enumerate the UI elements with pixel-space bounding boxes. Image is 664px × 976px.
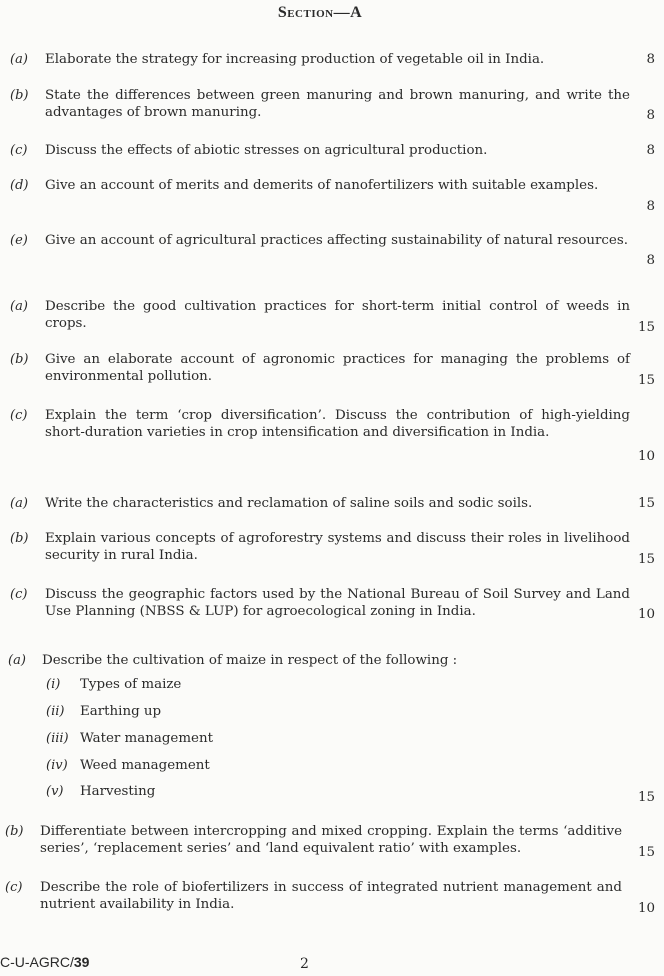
question-label: (c) bbox=[10, 143, 28, 158]
question-1d bbox=[0, 177, 664, 215]
question-text: Discuss the effects of abiotic stresses on agricultural production. bbox=[45, 143, 488, 158]
question-text: Explain the term ‘crop diversification’. Discuss the contribution of high-yielding short-duration varieties in crop intensification and diversification in India. bbox=[45, 408, 630, 440]
question-text: Give an account of merits and demerits of nanofertilizers with suitable examples. bbox=[45, 178, 599, 193]
question-text: Give an account of agricultural practices affecting sustainability of natural resources. bbox=[45, 233, 628, 248]
question-marks: 8 bbox=[646, 199, 655, 214]
paper-code-prefix: C-U-AGRC/ bbox=[0, 954, 74, 970]
question-label: (a) bbox=[10, 299, 28, 314]
question-1a bbox=[0, 51, 664, 68]
question-marks: 10 bbox=[637, 607, 655, 622]
question-label: (a) bbox=[10, 496, 28, 511]
subitem-label: (v) bbox=[46, 784, 64, 799]
question-text: Describe the role of biofertilizers in success of integrated nutrient management and nutrient availability in India. bbox=[40, 880, 622, 912]
question-label: (d) bbox=[10, 178, 29, 193]
question-label: (a) bbox=[10, 52, 28, 67]
paper-code bbox=[0, 954, 89, 970]
question-text: Give an elaborate account of agronomic practices for managing the problems of environmental pollution. bbox=[45, 352, 630, 384]
question-marks: 15 bbox=[637, 845, 655, 860]
question-1b bbox=[0, 87, 664, 124]
subitem-text: Types of maize bbox=[80, 677, 182, 692]
question-text: Describe the good cultivation practices for short-term initial control of weeds in crops. bbox=[45, 299, 630, 331]
subitem-text: Weed management bbox=[80, 758, 210, 773]
question-4c bbox=[0, 879, 664, 917]
question-label: (e) bbox=[10, 233, 28, 248]
question-label: (b) bbox=[10, 531, 29, 546]
question-3c bbox=[0, 586, 664, 623]
question-2c bbox=[0, 407, 664, 465]
paper-code-number: 39 bbox=[73, 954, 90, 970]
question-3b bbox=[0, 530, 664, 568]
question-label: (b) bbox=[10, 352, 29, 367]
question-2a bbox=[0, 298, 664, 336]
question-marks: 15 bbox=[637, 373, 655, 388]
question-label: (b) bbox=[10, 88, 29, 103]
question-text: Write the characteristics and reclamation of saline soils and sodic soils. bbox=[45, 496, 533, 511]
question-label: (b) bbox=[5, 824, 24, 839]
question-text: Explain various concepts of agroforestry systems and discuss their roles in livelihood security in rural India. bbox=[45, 531, 630, 563]
question-text: Elaborate the strategy for increasing production of vegetable oil in India. bbox=[45, 52, 545, 67]
question-marks: 15 bbox=[637, 552, 655, 567]
question-marks: 8 bbox=[646, 253, 655, 268]
subitem-label: (i) bbox=[46, 677, 61, 692]
question-4b bbox=[0, 823, 664, 861]
subitem-text: Harvesting bbox=[80, 784, 156, 799]
question-3a bbox=[0, 495, 664, 512]
question-text: Discuss the geographic factors used by the National Bureau of Soil Survey and Land Use Planning (NBSS & LUP) for agroecological zoning in India. bbox=[45, 587, 630, 619]
question-1c bbox=[0, 142, 664, 159]
subitem-text: Water management bbox=[80, 731, 213, 746]
question-marks: 10 bbox=[637, 449, 655, 464]
question-label: (c) bbox=[10, 587, 28, 602]
question-marks: 15 bbox=[637, 320, 655, 335]
question-marks: 8 bbox=[646, 108, 655, 123]
page-number: 2 bbox=[300, 956, 309, 972]
question-marks: 8 bbox=[646, 143, 655, 158]
question-label: (c) bbox=[5, 880, 23, 895]
subitem-label: (ii) bbox=[46, 704, 65, 719]
question-marks: 15 bbox=[637, 790, 655, 805]
subitem-text: Earthing up bbox=[80, 704, 162, 719]
question-text: Differentiate between intercropping and mixed cropping. Explain the terms ‘additive series’, ‘replacement series’ and ‘land equivalent ratio’ with examples. bbox=[40, 824, 622, 856]
question-2b bbox=[0, 351, 664, 389]
question-1e bbox=[0, 232, 664, 269]
question-marks: 15 bbox=[637, 496, 655, 511]
question-marks: 8 bbox=[646, 52, 655, 67]
section-title: Section—A bbox=[277, 4, 363, 21]
question-label: (a) bbox=[8, 653, 26, 668]
question-marks: 10 bbox=[637, 901, 655, 916]
question-text: State the differences between green manuring and brown manuring, and write the advantages of brown manuring. bbox=[45, 88, 630, 120]
subitem-label: (iv) bbox=[46, 758, 68, 773]
question-label: (c) bbox=[10, 408, 28, 423]
subitem-label: (iii) bbox=[46, 731, 69, 746]
question-text: Describe the cultivation of maize in respect of the following : bbox=[42, 653, 458, 668]
